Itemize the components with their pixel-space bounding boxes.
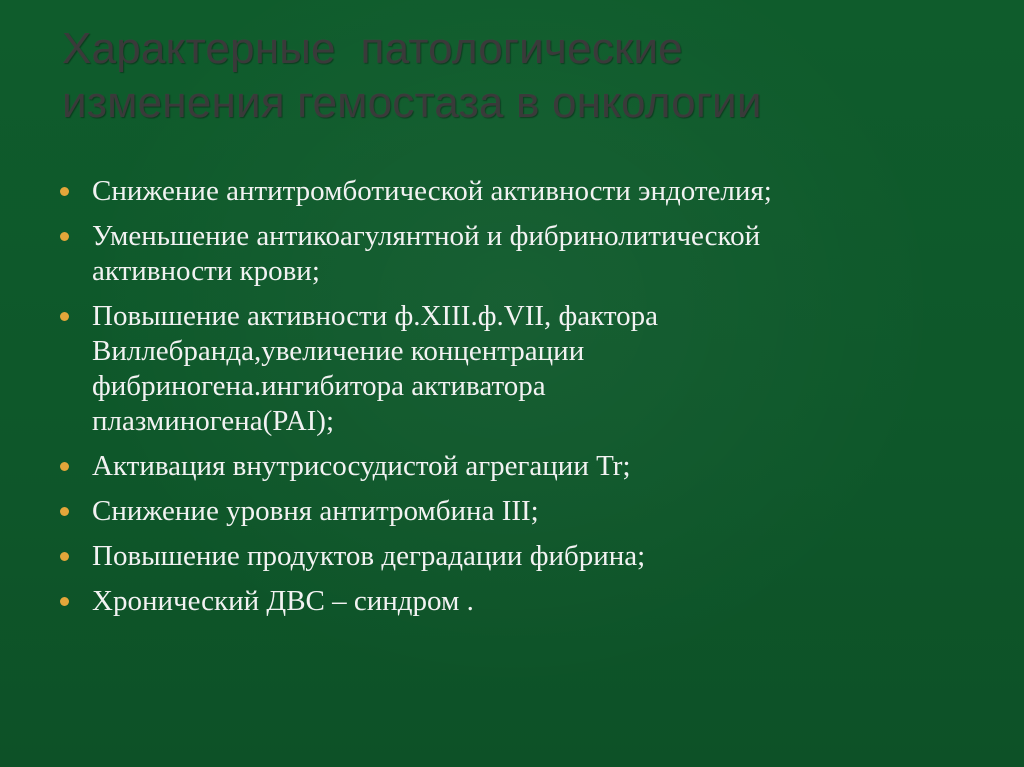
bullet-dot-icon	[60, 507, 69, 516]
bullet-item	[58, 494, 958, 529]
bullet-dot-icon	[60, 462, 69, 471]
slide-content	[58, 174, 958, 629]
bullet-text: Повышение активности ф.XIII.ф.VII, фактора Виллебранда,увеличение концентрации фибриногена.ингибитора активатора плазминогена(PAI);	[92, 300, 659, 437]
bullet-item	[58, 219, 958, 289]
bullet-item	[58, 539, 958, 574]
slide-title-line-2: изменения гемостаза в онкологии	[62, 78, 762, 127]
bullet-text: Повышение продуктов деградации фибрина;	[92, 540, 646, 572]
bullet-dot-icon	[60, 597, 69, 606]
slide-title	[62, 22, 962, 130]
bullet-item	[58, 299, 958, 439]
bullet-dot-icon	[60, 552, 69, 561]
bullet-dot-icon	[60, 232, 69, 241]
bullet-item	[58, 449, 958, 484]
bullet-text: Снижение уровня антитромбина III;	[92, 495, 539, 527]
bullet-dot-icon	[60, 187, 69, 196]
bullet-list	[58, 174, 958, 619]
bullet-item	[58, 174, 958, 209]
bullet-text: Активация внутрисосудистой агрегации Tr;	[92, 450, 631, 482]
slide-title-line-1: Характерные патологические	[62, 24, 683, 73]
bullet-dot-icon	[60, 312, 69, 321]
bullet-text: Уменьшение антикоагулянтной и фибринолитической активности крови;	[92, 220, 761, 287]
bullet-text: Хронический ДВС – синдром .	[92, 585, 474, 617]
bullet-text: Снижение антитромботической активности эндотелия;	[92, 175, 772, 207]
bullet-item	[58, 584, 958, 619]
